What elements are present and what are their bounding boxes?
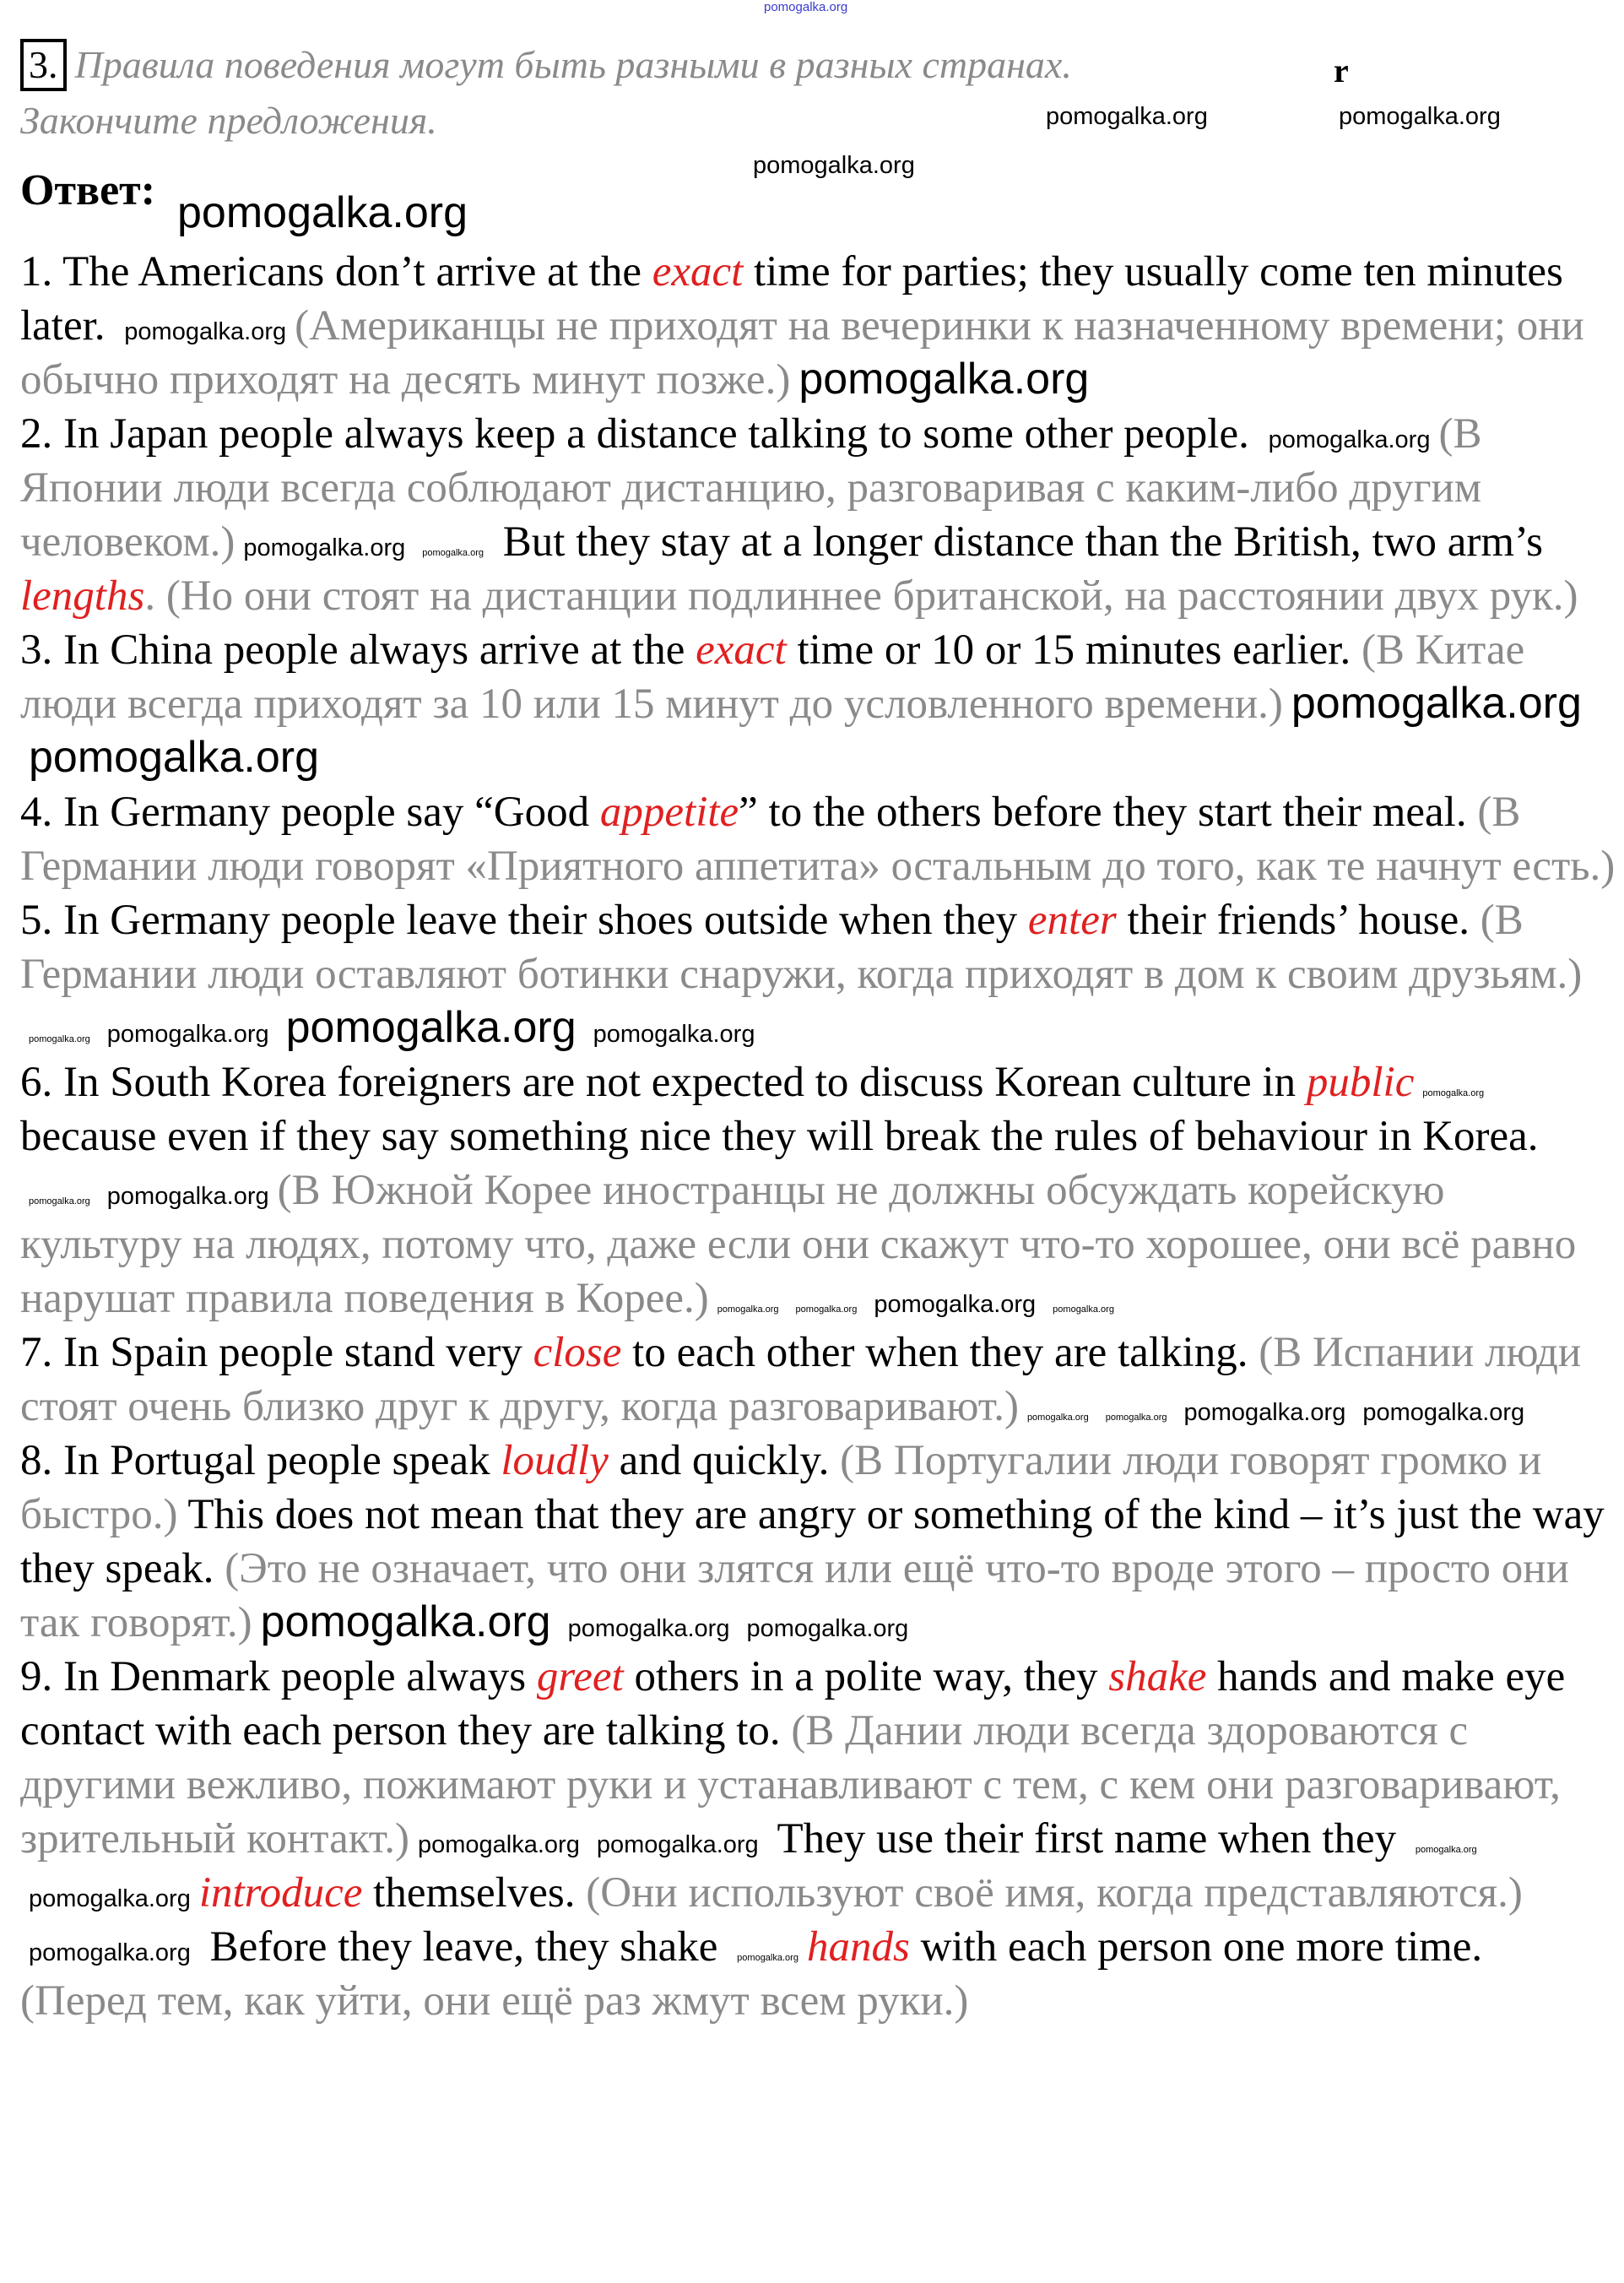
watermark: pomogalka.org [795, 1304, 858, 1315]
watermark: pomogalka.org [106, 1021, 269, 1048]
watermark: pomogalka.org [737, 1953, 798, 1963]
english-text: 1. The Americans don’t arrive at the [20, 248, 652, 296]
watermark: pomogalka.org [593, 1021, 755, 1048]
watermark: pomogalka.org [260, 1597, 551, 1646]
watermark: pomogalka.org [243, 534, 406, 561]
answer-label: Ответ: [20, 166, 156, 214]
watermark: pomogalka.org [1415, 1845, 1477, 1855]
english-text: 5. In Germany people leave their shoes outside when they [20, 897, 1028, 944]
watermark: pomogalka.org [1183, 1399, 1346, 1426]
english-text: time for parties; they usually come ten minutes later. [20, 248, 1563, 350]
english-text: to each other when they are talking. [621, 1329, 1259, 1376]
answer-word: close [533, 1329, 622, 1376]
watermark: pomogalka.org [29, 1034, 90, 1044]
watermark: pomogalka.org [29, 1885, 191, 1912]
answer-word: exact [652, 248, 744, 296]
watermark: pomogalka.org [746, 1615, 909, 1642]
english-text: with each person one more time. [909, 1923, 1483, 1971]
russian-translation: (В Южной Корее иностранцы не должны обсуждать корейскую культуру на людях, потому что, даже если они скажут что-то хорошее, они всё равно нарушат правила поведения в Корее.) [20, 1167, 1577, 1322]
watermark: pomogalka.org [798, 355, 1090, 404]
english-text: hands and make eye contact with each person they are talking to. [20, 1653, 1566, 1754]
answer-word: introduce [198, 1869, 363, 1917]
answer-item-3 [20, 623, 1616, 785]
watermark: pomogalka.org [177, 188, 468, 237]
english-text: because even if they say something nice they will break the rules of behaviour in Korea. [20, 1113, 1539, 1160]
watermark: pomogalka.org [285, 1003, 577, 1052]
english-text: others in a polite way, they [623, 1653, 1109, 1700]
russian-translation: (В Японии люди всегда соблюдают дистанцию, разговаривая с каким-либо другим человеком.) [20, 410, 1482, 566]
answer-item-4 [20, 785, 1616, 893]
answer-word: lengths [20, 572, 145, 620]
watermark: pomogalka.org [1053, 1304, 1114, 1315]
russian-translation: (Американцы не приходят на вечеринки к назначенному времени; они обычно приходят на десять минут позже.) [20, 302, 1584, 404]
watermark: pomogalka.org [29, 1939, 191, 1966]
russian-translation: (Это не означает, что они злятся или ещё что-то вроде этого – просто они так говорят.) [20, 1545, 1569, 1646]
answer-word: appetite [599, 789, 739, 836]
top-watermark: pomogalka.org [764, 0, 848, 14]
answer-word: shake [1108, 1653, 1207, 1700]
russian-translation: (В Германии люди говорят «Приятного аппетита» остальным до того, как те начнут есть.) [20, 789, 1616, 890]
english-text: their friends’ house. [1116, 897, 1481, 944]
russian-translation: (В Испании люди стоят очень близко друг к другу, когда разговаривают.) [20, 1329, 1582, 1430]
english-text: themselves. [362, 1869, 587, 1917]
watermark: pomogalka.org [1026, 1413, 1089, 1423]
watermark: pomogalka.org [29, 733, 319, 782]
stray-mark: r [1334, 52, 1349, 89]
english-text: time or 10 or 15 minutes earlier. [786, 626, 1361, 674]
watermark: pomogalka.org [567, 1615, 730, 1642]
answer-word: exact [696, 626, 787, 674]
answer-item-8 [20, 1434, 1616, 1650]
russian-translation: (Перед тем, как уйти, они ещё раз жмут всем руки.) [20, 1977, 969, 2025]
answer-item-7 [20, 1326, 1616, 1434]
answer-word: enter [1027, 897, 1117, 944]
watermark: pomogalka.org [717, 1304, 779, 1315]
english-text: 2. In Japan people always keep a distance talking to some other people. [20, 410, 1260, 458]
answer-word: greet [536, 1653, 624, 1700]
english-text: But they stay at a longer distance than the British, two arm’s [492, 518, 1544, 566]
english-text: This does not mean that they are angry or something of the kind – it’s just the way they speak. [20, 1491, 1605, 1592]
watermark: pomogalka.org [1339, 103, 1501, 130]
english-text: 7. In Spain people stand very [20, 1329, 533, 1376]
russian-translation: (Они используют своё имя, когда представляются.) [586, 1869, 1523, 1917]
english-text: 8. In Portugal people speak [20, 1437, 501, 1484]
watermark: pomogalka.org [596, 1831, 759, 1858]
task-instruction-line2: Закончите предложения. [20, 99, 437, 142]
task-number: 3. [20, 39, 67, 91]
answer-list [20, 0, 1616, 2045]
watermark: pomogalka.org [1362, 1399, 1525, 1426]
russian-translation: (В Дании люди всегда здороваются с другими вежливо, пожимают руки и устанавливают с тем, с кем они разговаривают, зрительный контакт.) [20, 1707, 1561, 1863]
answer-item-9 [20, 1650, 1616, 2028]
english-text: 3. In China people always arrive at the [20, 626, 696, 674]
watermark: pomogalka.org [1291, 679, 1582, 728]
task-instruction-line1: Правила поведения могут быть разными в разных странах. [74, 43, 1072, 86]
answer-word: loudly [501, 1437, 609, 1484]
watermark: pomogalka.org [874, 1291, 1037, 1318]
watermark: pomogalka.org [418, 1831, 580, 1858]
english-text: 9. In Denmark people always [20, 1653, 537, 1700]
answer-item-1 [20, 245, 1616, 407]
watermark: pomogalka.org [422, 548, 484, 558]
english-text: 6. In South Korea foreigners are not expected to discuss Korean culture in [20, 1059, 1307, 1106]
answer-item-6 [20, 1055, 1616, 1326]
english-text: 4. In Germany people say “Good [20, 789, 600, 836]
english-text: They use their first name when they [766, 1815, 1407, 1863]
answer-word: public [1306, 1059, 1415, 1106]
russian-translation: (В Португалии люди говорят громко и быстро.) [20, 1437, 1542, 1538]
watermark: pomogalka.org [753, 152, 915, 179]
russian-translation: . (Но они стоят на дистанции подлиннее британской, на расстоянии двух рук.) [144, 572, 1578, 620]
watermark: pomogalka.org [106, 1183, 269, 1210]
english-text: and quickly. [608, 1437, 841, 1484]
watermark: pomogalka.org [124, 318, 287, 345]
russian-translation: (В Германии люди оставляют ботинки снаружи, когда приходят в дом к своим друзьям.) [20, 897, 1583, 998]
english-text: ” to the others before they start their meal. [739, 789, 1478, 836]
russian-translation: (В Китае люди всегда приходят за 10 или 15 минут до условленного времени.) [20, 626, 1525, 728]
answer-item-5 [20, 893, 1616, 1055]
watermark: pomogalka.org [29, 1196, 90, 1207]
watermark: pomogalka.org [1105, 1413, 1167, 1423]
watermark: pomogalka.org [1268, 426, 1431, 453]
answer-word: hands [806, 1923, 910, 1971]
english-text: Before they leave, they shake [198, 1923, 729, 1971]
watermark: pomogalka.org [1422, 1088, 1485, 1098]
answer-item-2 [20, 407, 1616, 623]
watermark: pomogalka.org [1046, 103, 1208, 130]
